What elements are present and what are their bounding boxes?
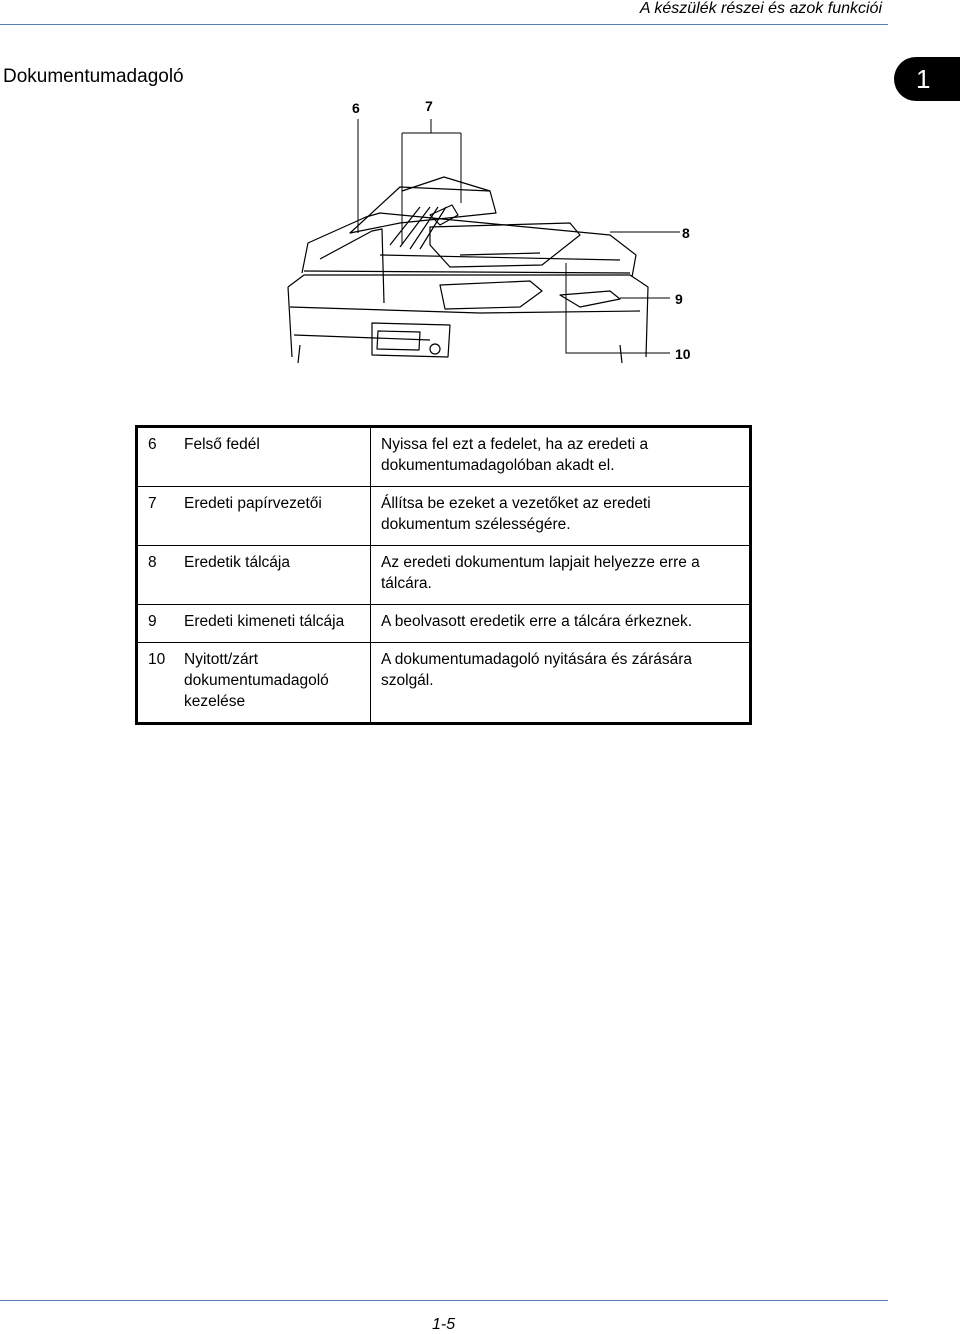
callout-10: 10 [675,346,691,362]
part-name: Eredetik tálcája [174,546,371,605]
part-name: Felső fedél [174,427,371,487]
parts-table [135,425,752,725]
part-number: 7 [137,487,175,546]
part-number: 10 [137,643,175,724]
table-row [137,487,751,546]
running-header: A készülék részei és azok funkciói [639,0,882,17]
header-divider [0,24,888,25]
table-row [137,546,751,605]
callout-7: 7 [425,98,433,114]
callout-8: 8 [682,225,690,241]
part-name: Eredeti papírvezetői [174,487,371,546]
part-number: 8 [137,546,175,605]
table-row [137,605,751,643]
table-row [137,427,751,487]
callout-9: 9 [675,291,683,307]
chapter-tab: 1 [894,57,960,101]
part-description: Az eredeti dokumentum lapjait helyezze erre a tálcára. [371,546,751,605]
footer-divider [0,1300,888,1301]
table-row [137,643,751,724]
part-name: Eredeti kimeneti tálcája [174,605,371,643]
part-number: 6 [137,427,175,487]
callout-6: 6 [352,100,360,116]
part-description: A beolvasott eredetik erre a tálcára érkeznek. [371,605,751,643]
section-title: Dokumentumadagoló [3,66,184,87]
part-description: A dokumentumadagoló nyitására és zárására szolgál. [371,643,751,724]
part-description: Nyissa fel ezt a fedelet, ha az eredeti a dokumentumadagolóban akadt el. [371,427,751,487]
part-number: 9 [137,605,175,643]
document-processor-illustration [280,95,720,365]
part-description: Állítsa be ezeket a vezetőket az eredeti dokumentum szélességére. [371,487,751,546]
part-name: Nyitott/zárt dokumentumadagoló kezelése [174,643,371,724]
page-number: 1-5 [432,1316,456,1333]
